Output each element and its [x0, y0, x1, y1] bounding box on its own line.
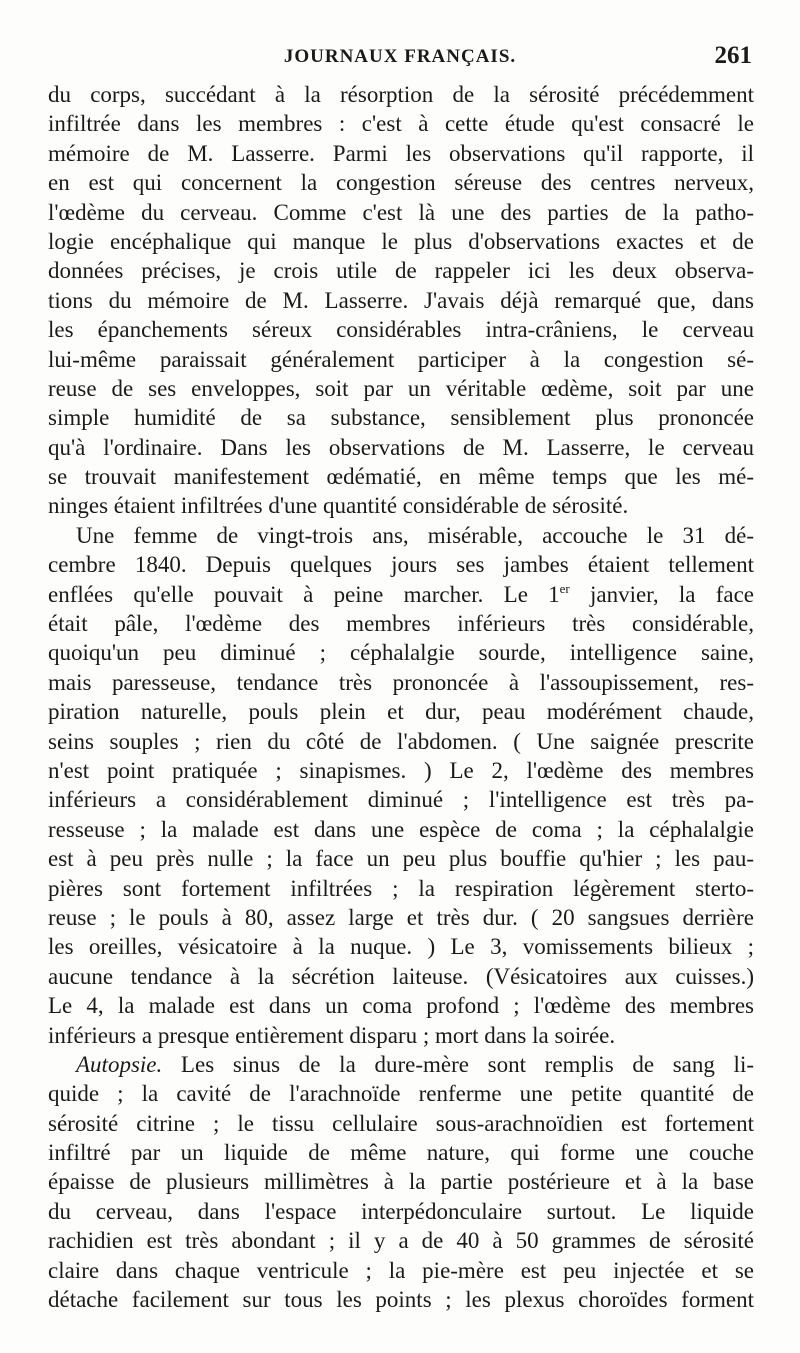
text-line: reuse ; le pouls à 80, assez large et très dur. ( 20 sangsues derrière — [48, 904, 754, 930]
text-line: détache facilement sur tous les points ; les plexus choroïdes forment — [48, 1287, 754, 1313]
text-line: les oreilles, vésicatoire à la nuque. ) Le 3, vomissements bilieux ; — [48, 934, 754, 960]
text-line: du cerveau, dans l'espace interpédonculaire surtout. Le liquide — [48, 1198, 754, 1224]
text-line: inférieurs a presque entièrement disparu ; mort dans la soirée. — [48, 1022, 616, 1048]
superscript: er — [559, 580, 570, 596]
text-line: cembre 1840. Depuis quelques jours ses jambes étaient tellement — [48, 552, 754, 578]
text-line: épaisse de plusieurs millimètres à la partie postérieure et à la base — [48, 1169, 754, 1195]
line-segment: enflées qu'elle pouvait à peine marcher. Le 1 — [48, 581, 560, 607]
text-line: l'œdème du cerveau. Comme c'est là une des parties de la patho- — [48, 199, 754, 225]
running-title: JOURNAUX FRANÇAIS. — [283, 46, 517, 67]
text-line: ninges étaient infiltrées d'une quantité considérable de sérosité. — [48, 493, 629, 519]
text-line: reuse de ses enveloppes, soit par un véritable œdème, soit par une — [48, 375, 754, 401]
line-segment: janvier, la face — [569, 581, 754, 607]
text-line: simple humidité de sa substance, sensiblement plus prononcée — [48, 405, 754, 431]
text-line: seins souples ; rien du côté de l'abdomen. ( Une saignée prescrite — [48, 728, 754, 754]
text-line: aucune tendance à la sécrétion laiteuse. (Vésicatoires aux cuisses.) — [48, 963, 754, 989]
text-line: mémoire de M. Lasserre. Parmi les observations qu'il rapporte, il — [48, 140, 754, 166]
text-line: n'est point pratiquée ; sinapismes. ) Le 2, l'œdème des membres — [48, 757, 754, 783]
section-label-autopsie: Autopsie. — [76, 1051, 163, 1077]
text-line: tions du mémoire de M. Lasserre. J'avais déjà remarqué que, dans — [48, 287, 754, 313]
text-line: quoiqu'un peu diminué ; céphalalgie sourde, intelligence saine, — [48, 640, 754, 666]
text-line: en est qui concernent la congestion séreuse des centres nerveux, — [48, 170, 754, 196]
text-line: infiltré par un liquide de même nature, qui forme une couche — [48, 1140, 754, 1166]
text-line: lui-même paraissait généralement participer à la congestion sé- — [48, 346, 754, 372]
text-line: piration naturelle, pouls plein et dur, peau modérément chaude, — [48, 699, 754, 725]
text-line: les épanchements séreux considérables intra-crâniens, le cerveau — [48, 317, 754, 343]
running-header — [48, 40, 752, 74]
text-line: se trouvait manifestement œdématié, en même temps que les mé- — [48, 464, 754, 490]
text-line: infiltrée dans les membres : c'est à cette étude qu'est consacré le — [48, 111, 754, 137]
text-line: est à peu près nulle ; la face un peu plus bouffie qu'hier ; les pau- — [48, 846, 754, 872]
text-line: du corps, succédant à la résorption de la sérosité précédemment — [48, 82, 754, 107]
text-line: mais paresseuse, tendance très prononcée à l'assoupissement, res- — [48, 669, 754, 695]
text-line: Une femme de vingt-trois ans, misérable, accouche le 31 dé- — [76, 522, 754, 548]
text-line: quide ; la cavité de l'arachnoïde renferme une petite quantité de — [48, 1081, 754, 1107]
text-line: sérosité citrine ; le tissu cellulaire sous-arachnoïdien est fortement — [48, 1110, 754, 1136]
body-text — [48, 80, 754, 1314]
text-line — [48, 580, 754, 609]
text-line: rachidien est très abondant ; il y a de 40 à 50 grammes de sérosité — [48, 1228, 754, 1254]
text-line: claire dans chaque ventricule ; la pie-mère est peu injectée et se — [48, 1257, 754, 1283]
text-line: données précises, je crois utile de rappeler ici les deux observa- — [48, 258, 754, 284]
text-line: logie encéphalique qui manque le plus d'observations exactes et de — [48, 228, 754, 254]
text-line: Le 4, la malade est dans un coma profond ; l'œdème des membres — [48, 993, 754, 1019]
text-line: inférieurs a considérablement diminué ; l'intelligence est très pa- — [48, 787, 754, 813]
text-line: était pâle, l'œdème des membres inférieurs très considérable, — [48, 611, 754, 637]
text-line: qu'à l'ordinaire. Dans les observations de M. Lasserre, le cerveau — [48, 434, 754, 460]
text-line: resseuse ; la malade est dans une espèce de coma ; la céphalalgie — [48, 816, 754, 842]
line-segment: Les sinus de la dure-mère sont remplis de sang li- — [162, 1051, 754, 1077]
text-line: pières sont fortement infiltrées ; la respiration légèrement sterto- — [48, 875, 754, 901]
text-line — [48, 1050, 754, 1079]
page-number: 261 — [714, 42, 752, 69]
